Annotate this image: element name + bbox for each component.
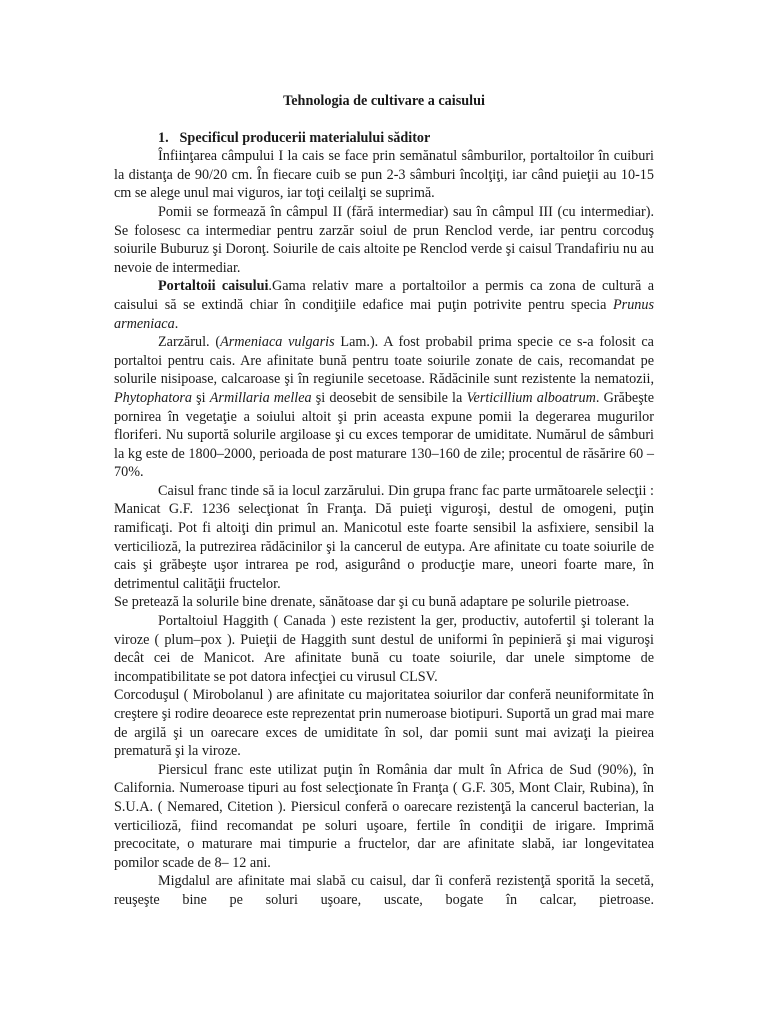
document-title: Tehnologia de cultivare a caisului	[283, 93, 485, 109]
p4-part-c: şi	[192, 389, 210, 406]
paragraph-2: Pomii se formează în câmpul II (fără intermediar) sau în câmpul III (cu intermediar). Se folosesc ca intermediar pentru zarzăr soiul de prun Renclod verde, iar pentru corcoduş soiurile Buburuz şi Doronţ. Soiurile de cais altoite pe Renclod verde şi caisul Trandafiriu nu au nevoie de intermediar.	[114, 203, 654, 276]
p4-part-b: Lam.). A fost probabil prima specie ce s-a folosit ca portaltoi pentru cais. Are afinitate bună pentru toate soiurile zonate de cais, recomandat pe solurile nisipoase, calcaroase şi în regiunile secetoase. Rădăcinile sunt rezistente la nematozii,	[114, 334, 654, 388]
rootstock-heading: Portaltoii caisului	[158, 278, 269, 295]
paragraph-3	[114, 277, 654, 333]
paragraph-10: Migdalul are afinitate mai slabă cu caisul, dar îi conferă rezistenţă sporită la secetă, reuşeşte bine pe soluri uşoare, uscate, bogate în calcar, pietroase.	[114, 873, 654, 908]
p4-part-e: . Grăbeşte pornirea în vegetaţie a soiului altoit şi prin aceasta expune pomii la degerarea mugurilor floriferi. Nu suportă solurile argiloase şi cu exces temporar de umiditate. Numărul de sâmburi la kg este de 1800–2000, perioada de post maturare 130–160 de zile; procentul de răsărire 60 – 70%.	[114, 389, 654, 481]
paragraph-5: Caisul franc tinde să ia locul zarzărului. Din grupa franc fac parte următoarele selecţii : Manicat G.F. 1236 selecţionat în Franţa. Dă puieţi viguroşi, destul de omogeni, puţin ramificaţi. Pot fi altoiţi din primul an. Manicotul este foarte sensibil la asfixiere, sensibil la verticilioză, la putrezirea rădăcinilor şi la cancerul de eutypa. Are afinitate cu toate soiurile de cais şi grăbeşte uşor intrarea pe rod, asigurând o producţie mare, uneori foarte mare, în detrimentul calităţii fructelor.	[114, 482, 654, 592]
p4-italic-2: Phytophatora	[114, 389, 193, 406]
paragraph-4	[114, 333, 654, 482]
section-number: 1.	[158, 129, 169, 146]
species-name: Prunus armeniaca	[114, 296, 654, 332]
p4-italic-1: Armeniaca vulgaris	[220, 334, 335, 351]
paragraph-3-text: .Gama relativ mare a portaltoilor a permis ca zona de cultură a caisului să se extindă chiar în condiţiile edafice mai puţin potrivite pentru specia	[114, 278, 654, 313]
paragraph-6: Se pretează la solurile bine drenate, sănătoase dar şi cu bună adaptare pe solurile pietroase.	[114, 594, 630, 611]
paragraph-3-end: .	[174, 315, 179, 332]
p4-italic-4: Verticillium alboatrum	[466, 389, 596, 406]
paragraph-8: Corcoduşul ( Mirobolanul ) are afinitate cu majoritatea soiurilor dar conferă neuniformitate în creştere şi rodire deoarece este reprezentat prin numeroase biotipuri. Suportă un grad mai mare de argilă şi un oarecare exces de umiditate în sol, dar pomii sunt mai avizaţi la pieirea prematură şi la viroze.	[114, 687, 654, 760]
p4-part-a: Zarzărul. (	[158, 334, 221, 351]
section-title: Specificul producerii materialului săditor	[179, 129, 431, 146]
paragraph-7: Portaltoiul Haggith ( Canada ) este rezistent la ger, productiv, autofertil şi tolerant la viroze ( plum–pox ). Puieţii de Haggith sunt destul de uniformi în pepinieră şi mai viguroşi decât cei de Manicot. Are afinitate bună cu toate soiurile, dar unele simptome de incompatibilitate se pot datora infecţiei cu virusul CLSV.	[114, 613, 654, 685]
document-page	[114, 92, 654, 910]
p4-part-d: şi deosebit de sensibile la	[311, 389, 467, 406]
paragraph-1: Înfiinţarea câmpului I la cais se face prin semănatul sâmburilor, portaltoilor în cuiburi la distanţa de 90/20 cm. În fiecare cuib se pun 2-3 sâmburi încolţiţi, iar când puieţii au 10-15 cm se alege unul mai viguros, iar toţi ceilalţi se suprimă.	[114, 148, 654, 202]
paragraph-9: Piersicul franc este utilizat puţin în România dar mult în Africa de Sud (90%), în California. Numeroase tipuri au fost selecţionate în Franţa ( G.F. 305, Mont Clair, Rubina), în S.U.A. ( Nemared, Citetion ). Piersicul conferă o oarecare rezistenţă la cancerul bacterian, la verticilioză, fiind recomandat pe soluri uşoare, fertile în condiţii de irigare. Imprimă precocitate, o maturare mai timpurie a fructelor, dar are afinitate slabă, iar longevitatea pomilor scade de 8– 12 ani.	[114, 761, 654, 871]
p4-italic-3: Armillaria mellea	[209, 389, 312, 406]
section-heading	[158, 129, 654, 148]
